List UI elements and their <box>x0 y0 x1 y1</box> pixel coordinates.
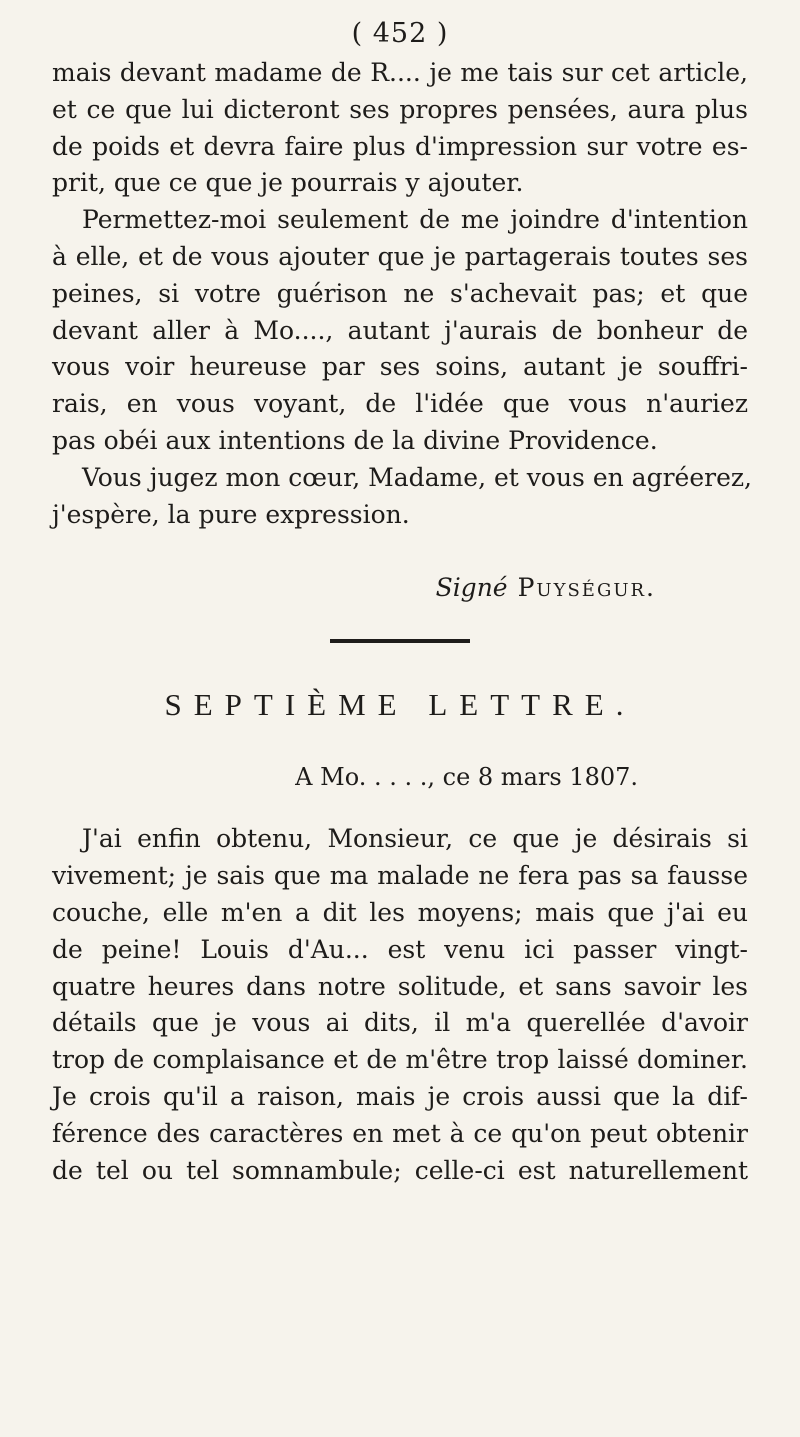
text-line: rais, en vous voyant, de l'idée que vous n'auriez <box>52 389 748 419</box>
text-line: vivement; je sais que ma malade ne fera pas sa fausse <box>52 861 748 891</box>
text-line: prit, que ce que je pourrais y ajouter. <box>52 168 524 198</box>
text-line: devant aller à Mo...., autant j'aurais de bonheur de <box>52 315 748 345</box>
paragraph-4 <box>52 821 748 1189</box>
text-line: et ce que lui dicteront ses propres pensées, aura plus <box>52 94 748 124</box>
text-line: de peine! Louis d'Au... est venu ici passer vingt- <box>52 934 748 964</box>
text-line: peines, si votre guérison ne s'achevait pas; et que <box>52 278 748 308</box>
page-number: ( 452 ) <box>351 18 449 49</box>
letter-dateline: A Mo. . . . ., ce 8 mars 1807. <box>295 763 638 792</box>
text-line: quatre heures dans notre solitude, et sans savoir les <box>52 971 748 1001</box>
text-line: pas obéi aux intentions de la divine Providence. <box>52 425 658 455</box>
text-line: trop de complaisance et de m'être trop laissé dominer. <box>52 1045 748 1075</box>
text-line: J'ai enfin obtenu, Monsieur, ce que je désirais si <box>82 824 748 854</box>
text-line: couche, elle m'en a dit les moyens; mais que j'ai eu <box>52 897 748 927</box>
paragraph-2 <box>52 202 748 460</box>
signature-name: Puységur. <box>517 573 656 603</box>
section-divider <box>330 639 470 643</box>
signature-signe: Signé <box>435 573 508 603</box>
text-line: de poids et devra faire plus d'impression sur votre es- <box>52 131 748 161</box>
text-line: de tel ou tel somnambule; celle-ci est naturellement <box>52 1155 748 1185</box>
text-line: Permettez-moi seulement de me joindre d'intention <box>82 205 748 235</box>
text-line: férence des caractères en met à ce qu'on peut obtenir <box>52 1118 748 1148</box>
text-line: Je crois qu'il a raison, mais je crois aussi que la dif- <box>52 1081 748 1111</box>
signature <box>52 573 656 613</box>
text-line: Vous jugez mon cœur, Madame, et vous en agréerez, <box>82 462 752 492</box>
text-line: j'espère, la pure expression. <box>52 499 410 529</box>
text-line: vous voir heureuse par ses soins, autant je souffri- <box>52 352 748 382</box>
section-heading: SEPTIÈME LETTRE. <box>164 687 636 723</box>
text-line: mais devant madame de R.... je me tais sur cet article, <box>52 58 748 87</box>
paragraph-1 <box>52 55 748 202</box>
paragraph-3 <box>52 460 752 534</box>
text-line: détails que je vous ai dits, il m'a querellée d'avoir <box>52 1008 748 1038</box>
text-line: à elle, et de vous ajouter que je partagerais toutes ses <box>52 241 748 271</box>
